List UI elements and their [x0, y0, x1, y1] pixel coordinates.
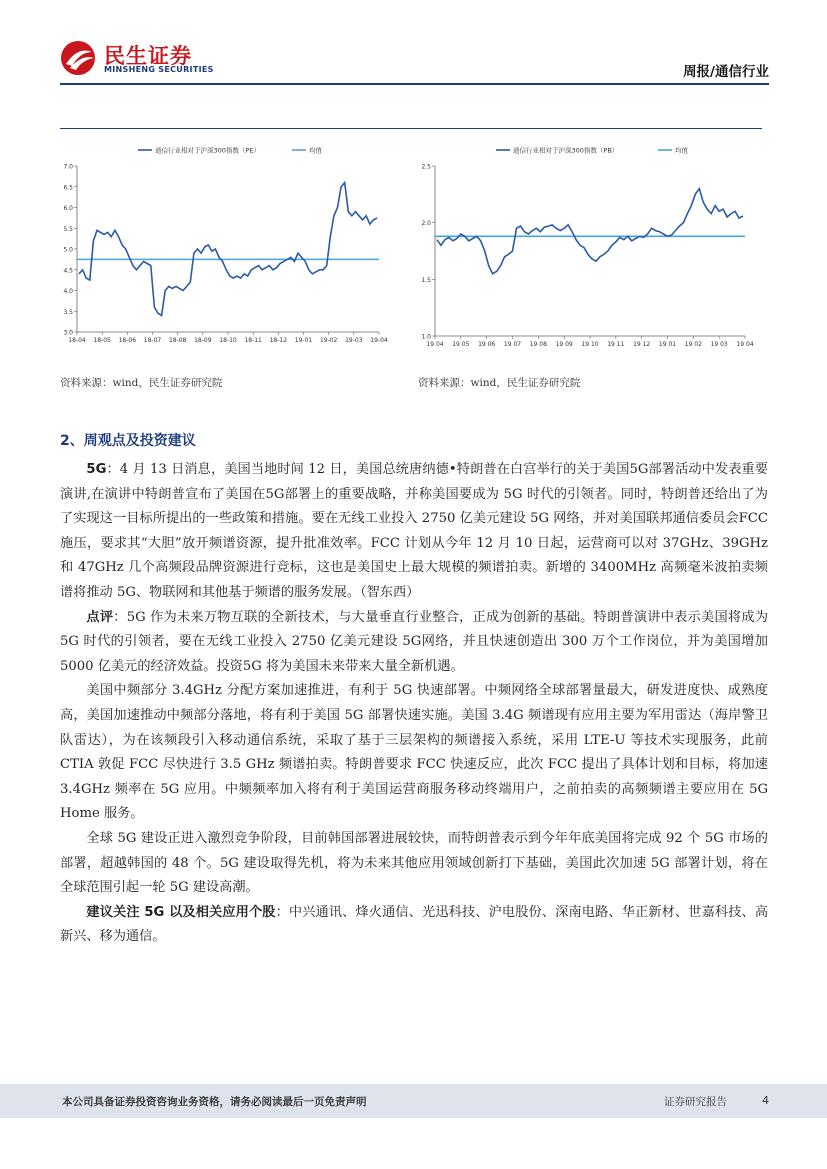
x-tick-label: 18-07: [143, 337, 162, 344]
x-tick-label: 19 12: [633, 341, 651, 348]
x-tick-label: 19-03: [345, 337, 363, 344]
x-tick-label: 19 06: [478, 341, 496, 348]
x-tick-label: 19 10: [581, 341, 599, 348]
y-tick-label: 2.0: [421, 220, 431, 228]
x-tick-label: 18-08: [168, 337, 187, 344]
y-tick-label: 4.5: [63, 267, 73, 275]
header-divider: [60, 83, 769, 85]
x-tick-label: 19 01: [658, 341, 677, 348]
chart-pb-svg: [410, 128, 762, 368]
x-tick-label: 19 05: [452, 341, 470, 348]
company-logo: [60, 38, 220, 78]
x-tick-label: 19 07: [503, 341, 522, 348]
paragraph-lead: 建议关注 5G 以及相关应用个股: [86, 904, 276, 920]
legend-label: 均值: [309, 146, 322, 155]
x-tick-label: 18-04: [68, 337, 86, 344]
series-line: [79, 183, 377, 316]
paragraph-lead: 点评: [86, 609, 114, 625]
report-tag: 周报/通信行业: [683, 64, 769, 80]
y-tick-label: 6.5: [63, 184, 73, 192]
y-tick-label: 3.0: [63, 329, 73, 337]
body-text: [60, 458, 768, 950]
page-number: 4: [762, 1094, 769, 1107]
y-tick-label: 4.0: [63, 288, 73, 295]
paragraph-text: 全球 5G 建设正进入激烈竞争阶段，目前韩国部署进展较快，而特朗普表示到今年年底美国将完成 92 个 5G 市场的部署，超越韩国的 48 个。5G 建设取得先机，将为未来其他应用领域创新打下基础，美国此次加速 5G 部署计划，将在全球范围引起一轮 5G 建设高潮。: [60, 830, 768, 896]
paragraph: [60, 901, 768, 950]
x-tick-label: 19-01: [294, 337, 313, 344]
x-tick-label: 19 09: [555, 341, 573, 348]
paragraph: [60, 606, 768, 680]
x-tick-label: 19 04: [426, 341, 444, 348]
legend-label: 均值: [675, 146, 688, 155]
x-tick-label: 19-04: [370, 337, 388, 344]
chart-pe: [60, 128, 412, 368]
footer-doc-type: 证券研究报告: [664, 1096, 727, 1108]
page-header: [0, 0, 827, 85]
paragraph: [60, 458, 768, 606]
paragraph-text: ：中兴通讯、烽火通信、光迅科技、沪电股份、深南电路、华正新材、世嘉科技、高新兴、移为通信。: [60, 904, 769, 945]
x-tick-label: 19 11: [607, 341, 625, 348]
x-tick-label: 18-09: [194, 337, 212, 344]
paragraph-text: ：4 月 13 日消息，美国当地时间 12 日，美国总统唐纳德•特朗普在白宫举行的关于美国5G部署活动中发表重要演讲,在演讲中特朗普宣布了美国在5G部署上的重要战略，并称美国要成为 5G 时代的引领者。同时，特朗普还给出了为了实现这一目标所提出的一些政策和措施。要在无线工业投入 2750 亿美元建设 5G 网络，并对美国联邦通信委员会FCC 施压，要求其“大胆”放开频谱资源，提升批准效率。FCC 计划从今年 12 月 10 日起，运营商可以对 37GHz、39GHz 和 47GHz 几个高频段品牌资源进行竞标，这也是美国史上最大规模的频谱拍卖。新增的 3400MHz 高频毫米波拍卖频谱将推动 5G、物联网和其他基于频谱的服务发展。（智东西）: [60, 462, 768, 600]
x-tick-label: 19 08: [529, 341, 547, 348]
series-line: [437, 189, 743, 274]
x-tick-label: 18-06: [118, 337, 137, 344]
logo-en: MINSHENG SECURITIES: [104, 65, 214, 74]
y-tick-label: 1.0: [421, 333, 431, 341]
y-tick-label: 5.0: [63, 246, 73, 254]
y-tick-label: 1.5: [421, 276, 431, 284]
x-tick-label: 18-11: [244, 337, 262, 344]
chart-source: 资料来源：wind，民生证券研究院: [60, 377, 223, 389]
x-tick-label: 18-12: [269, 337, 288, 344]
y-tick-label: 2.5: [421, 163, 431, 171]
chart-pb: [410, 128, 762, 368]
legend-label: 通信行业相对于沪深300指数（PB）: [513, 146, 619, 155]
y-tick-label: 5.5: [63, 225, 73, 233]
paragraph: [60, 827, 768, 901]
x-tick-label: 18-10: [219, 337, 237, 344]
paragraph-lead: 5G: [86, 462, 107, 477]
paragraph: [60, 679, 768, 827]
legend-label: 通信行业相对于沪深300指数（PE）: [155, 146, 260, 155]
section-title: 2、周观点及投资建议: [60, 433, 196, 449]
paragraph-text: 美国中频部分 3.4GHz 分配方案加速推进，有利于 5G 快速部署。中频网络全球部署量最大，研发进度快、成熟度高，美国加速推动中频部分落地，将有利于美国 5G 部署快速实施。美国 3.4G 频谱现有应用主要为军用雷达（海岸警卫队雷达），为在该频段引入移动通信系统，采取了基于三层架构的频谱接入系统，采用 LTE-U 等技术实现服务，此前 CTIA 敦促 FCC 尽快进行 3.5 GHz 频谱拍卖。特朗普要求 FCC 快速反应，此次 FCC 提出了具体计划和目标，将加速 3.4GHz 频率在 5G 应用。中频频率加入将有利于美国运营商服务移动终端用户，之前拍卖的高频频谱主要应用在 5G Home 服务。: [60, 683, 768, 822]
footer-disclaimer: 本公司具备证券投资咨询业务资格，请务必阅读最后一页免责声明: [62, 1096, 367, 1108]
chart-pe-svg: [60, 128, 412, 368]
x-tick-label: 18-05: [93, 337, 111, 344]
chart-source: 资料来源：wind，民生证券研究院: [418, 377, 581, 389]
logo-name: 民生证券: [104, 44, 192, 68]
y-tick-label: 3.5: [63, 308, 73, 316]
x-tick-label: 19-02: [319, 337, 338, 344]
x-tick-label: 19 02: [684, 341, 702, 348]
x-tick-label: 19 04: [736, 341, 754, 348]
logo-mark-icon: [60, 38, 100, 78]
x-tick-label: 19 03: [710, 341, 728, 348]
y-tick-label: 7.0: [63, 163, 73, 171]
y-tick-label: 6.0: [63, 205, 73, 212]
paragraph-text: ：5G 作为未来万物互联的全新技术，与大量垂直行业整合，正成为创新的基础。特朗普演讲中表示美国将成为 5G 时代的引领者，要在无线工业投入 2750 亿美元建设 5G网络，并且快速创造出 300 万个工作岗位，并为美国增加 5000 亿美元的经济效益。投资5G 将为美国未来带来大量全新机遇。: [60, 609, 769, 674]
page-footer: [0, 1084, 827, 1118]
